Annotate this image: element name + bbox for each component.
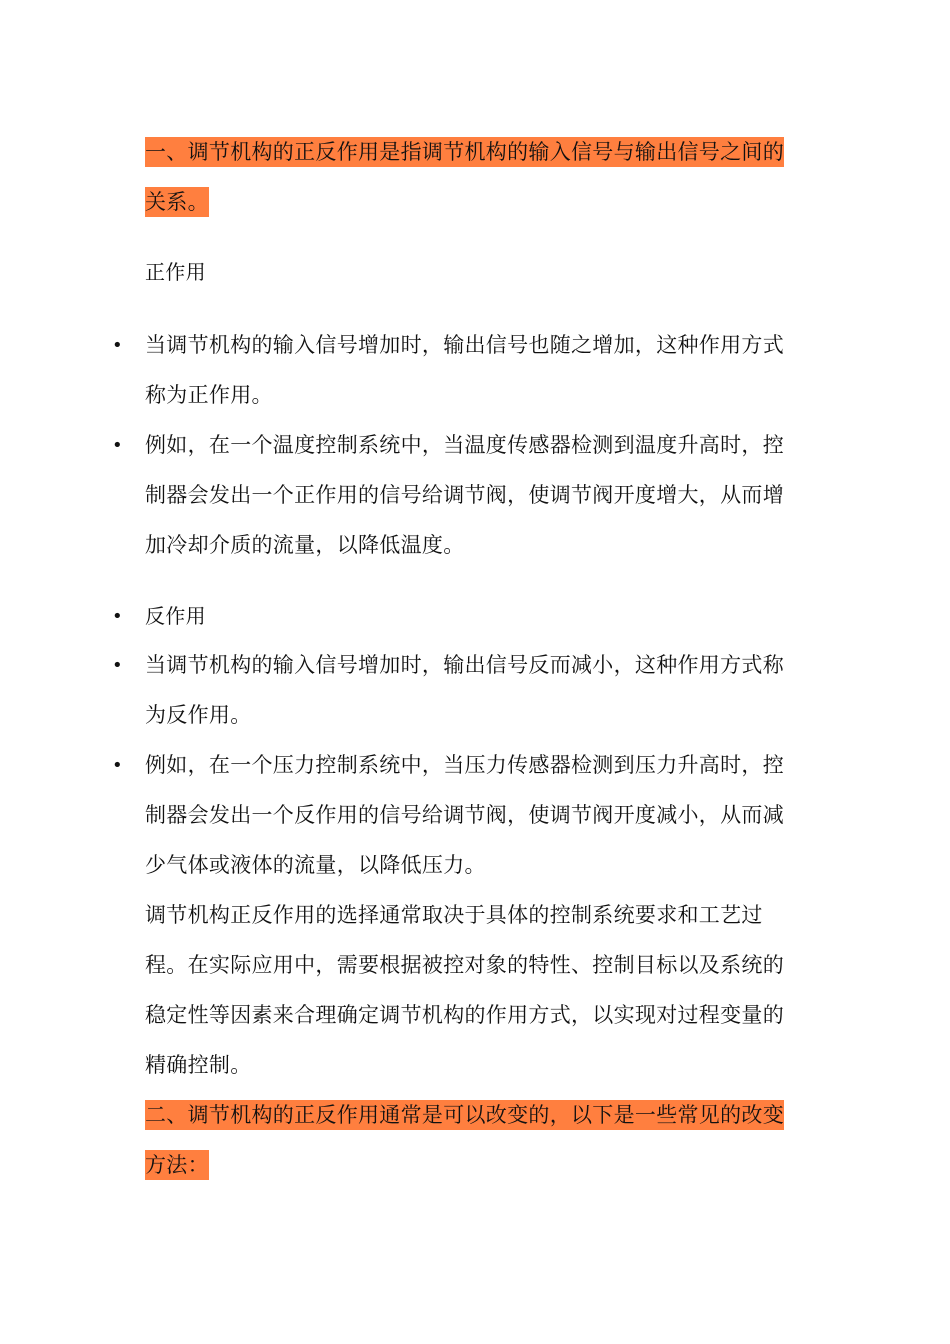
bullet-marker: • [112, 655, 123, 676]
positive-heading: 正作用 [145, 260, 206, 284]
bullet-marker: • [112, 606, 123, 627]
bullet-marker: • [112, 435, 123, 456]
bullet-marker: • [112, 755, 123, 776]
section2-title [145, 1090, 795, 1190]
section2-title-highlight: 二、调节机构的正反作用通常是可以改变的，以下是一些常见的改变方法： [145, 1100, 784, 1180]
negative-item-1: 当调节机构的输入信号增加时，输出信号反而减小，这种作用方式称为反作用。 [145, 653, 784, 727]
positive-item-2: 例如，在一个温度控制系统中，当温度传感器检测到温度升高时，控制器会发出一个正作用的信号给调节阀，使调节阀开度增大，从而增加冷却介质的流量，以降低温度。 [145, 433, 784, 557]
positive-item-1: 当调节机构的输入信号增加时，输出信号也随之增加，这种作用方式称为正作用。 [145, 333, 784, 407]
section1-title [145, 127, 795, 227]
bullet-marker: • [112, 335, 123, 356]
negative-item-2: 例如，在一个压力控制系统中，当压力传感器检测到压力升高时，控制器会发出一个反作用的信号给调节阀，使调节阀开度减小，从而减少气体或液体的流量，以降低压力。 [145, 753, 784, 877]
section1-title-highlight: 一、调节机构的正反作用是指调节机构的输入信号与输出信号之间的关系。 [145, 137, 784, 217]
summary-paragraph: 调节机构正反作用的选择通常取决于具体的控制系统要求和工艺过程。在实际应用中，需要根据被控对象的特性、控制目标以及系统的稳定性等因素来合理确定调节机构的作用方式，以实现对过程变量的精确控制。 [145, 903, 784, 1077]
negative-heading: 反作用 [145, 604, 206, 628]
